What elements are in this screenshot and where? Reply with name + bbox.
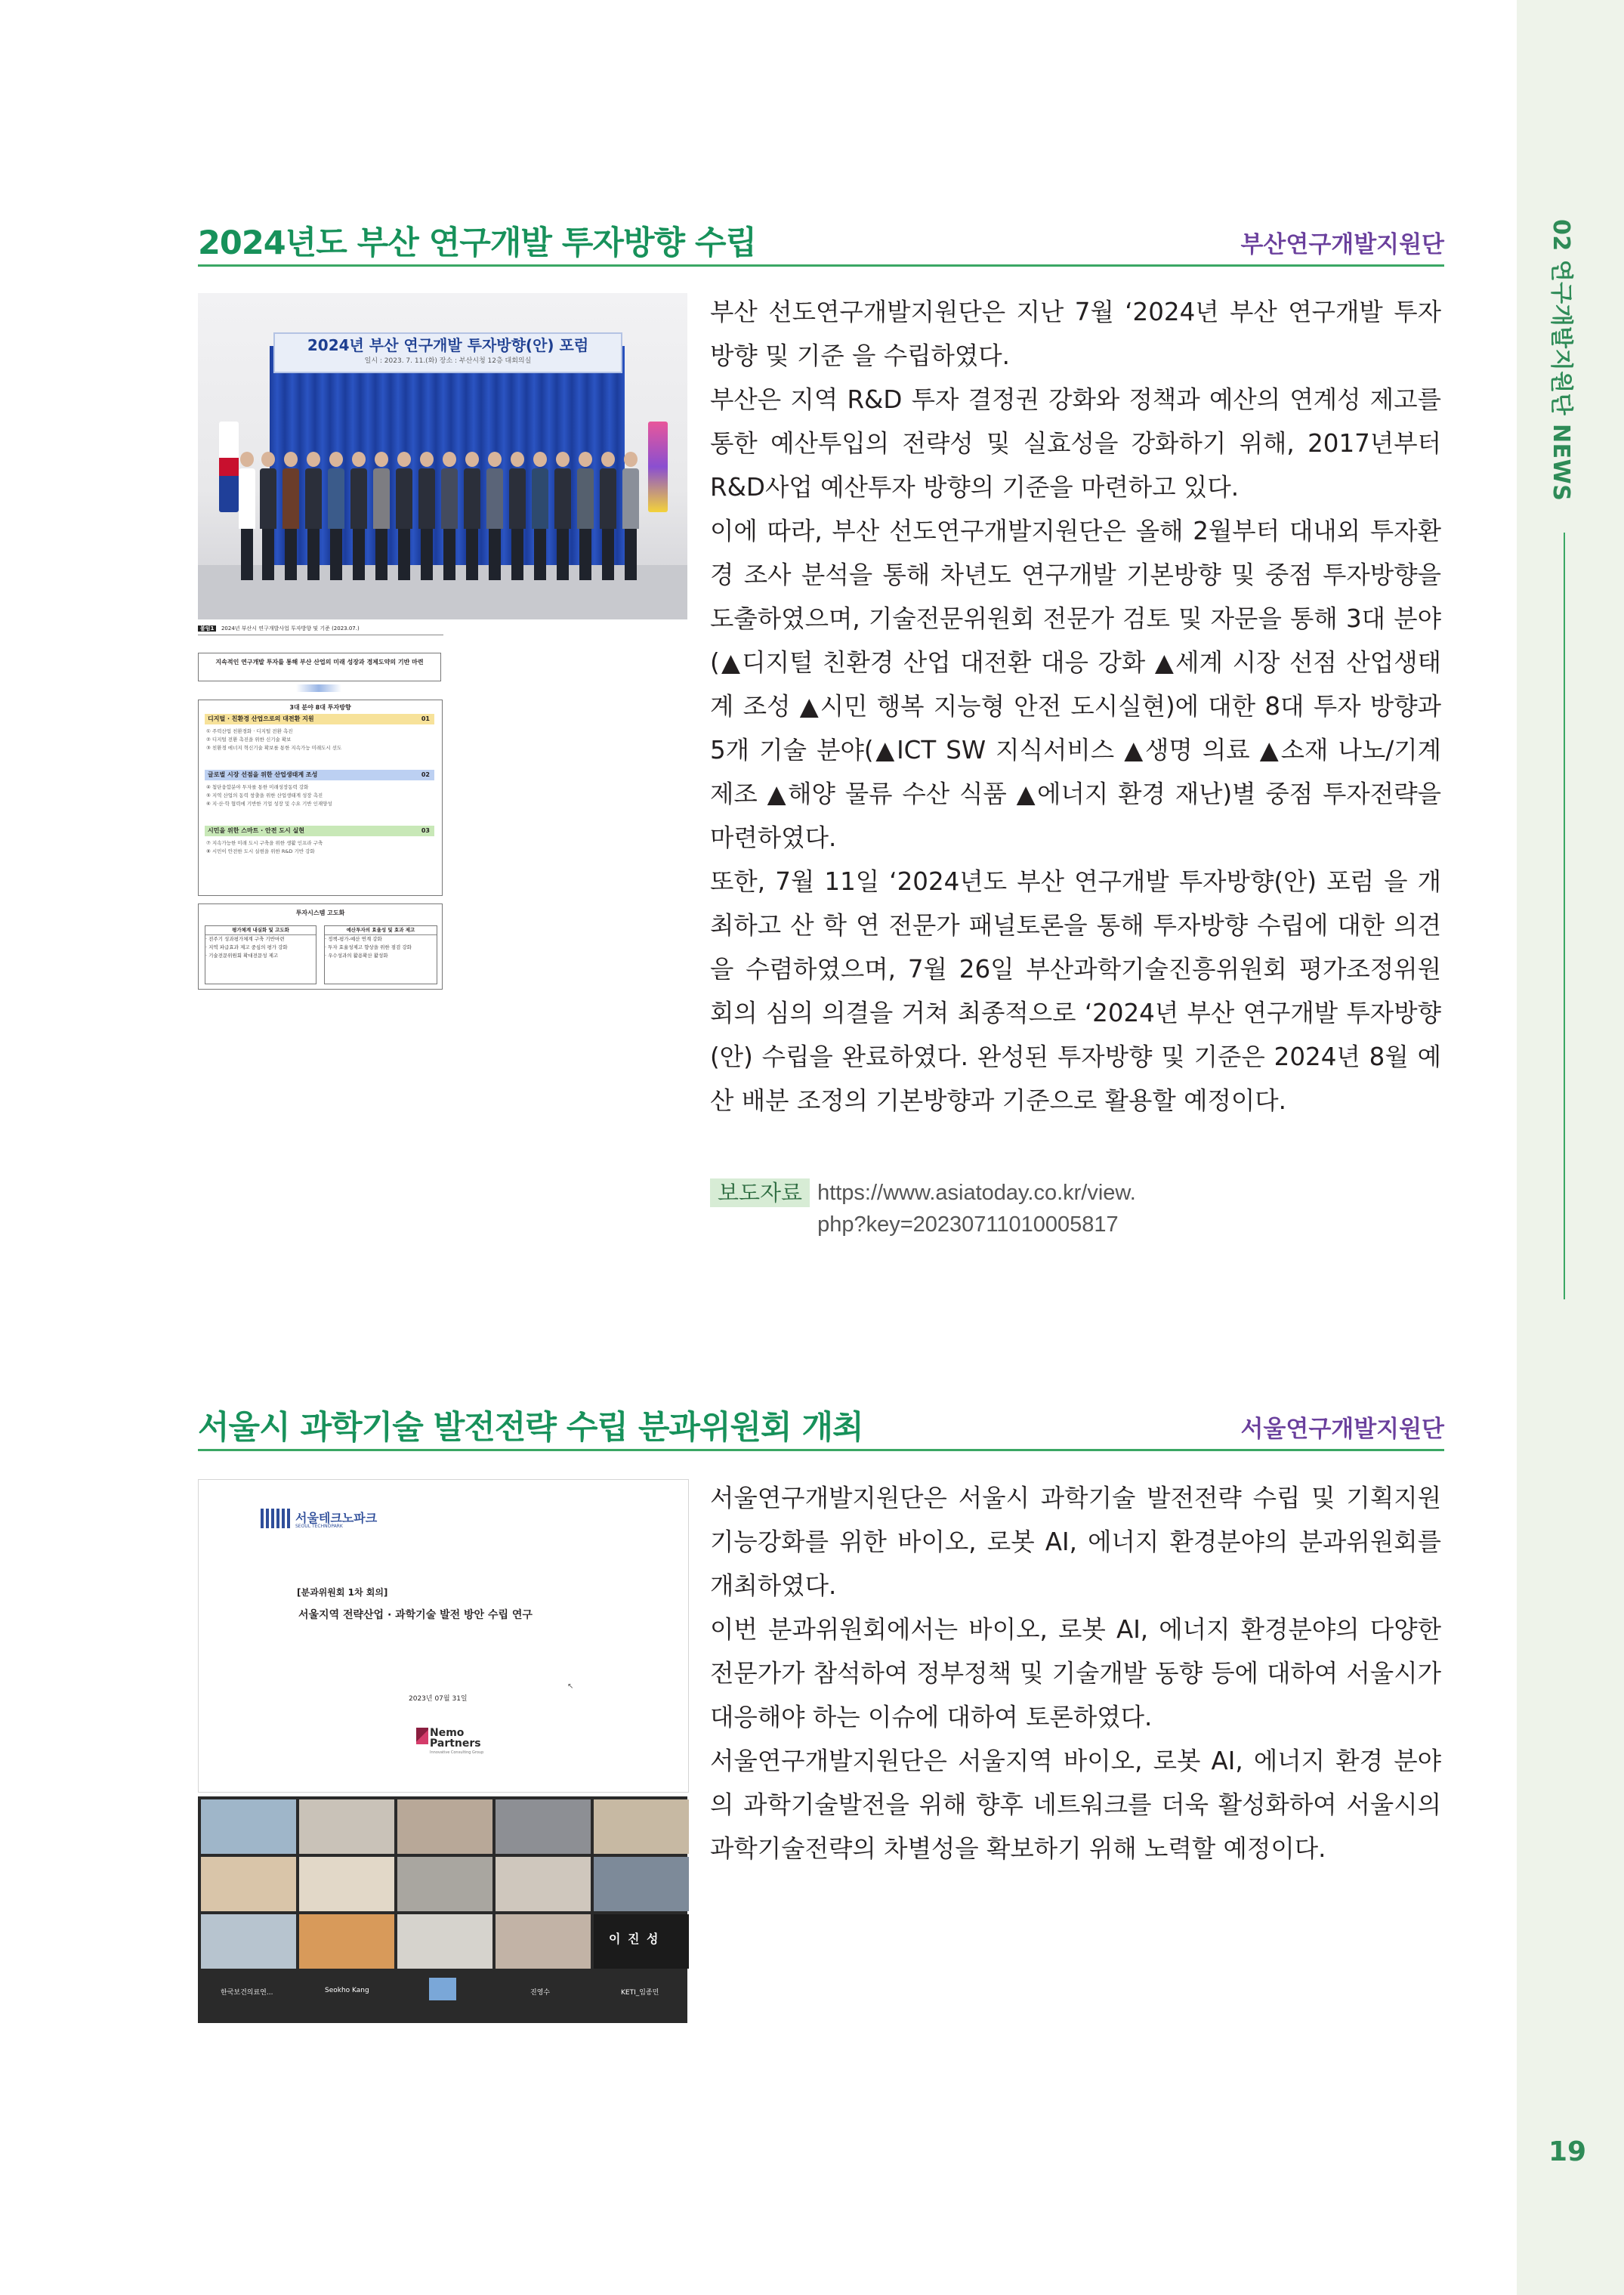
person (328, 452, 344, 580)
nemo-logo-text: Nemo Partners (430, 1727, 481, 1750)
forum-banner-sub: 일시 : 2023. 7. 11.(화) 장소 : 부산시청 12층 대회의실 (364, 357, 532, 365)
person (509, 452, 526, 580)
area3-item: ⑧ 시민이 안전한 도시 실현을 위한 R&D 기반 강화 (206, 848, 315, 854)
area1-no: 01 (421, 715, 430, 722)
system-left-item: · 지역 파급효과 제고 중심의 평가 강화 (205, 944, 288, 950)
person (373, 452, 390, 580)
press-tag: 보도자료 (710, 1178, 810, 1207)
system-box (198, 903, 443, 990)
section2-body (710, 1476, 1441, 1870)
forum-banner-title: 2024년 부산 연구개발 투자방향(안) 포럼 (307, 336, 589, 354)
forum-banner (273, 332, 622, 373)
slide-heading: 서울지역 전략산업 · 과학기술 발전 방안 수립 연구 (298, 1609, 533, 1621)
area3-items (206, 839, 323, 856)
participant-tile (201, 1857, 296, 1911)
person (350, 452, 367, 580)
section1-paragraph: 또한, 7월 11일 ‘2024년도 부산 연구개발 투자방향(안) 포럼 을 개최하고 산 학 연 전문가 패널토론을 통해 투자방향 수립에 대한 의견을 수렴하였으며, 7월 26일 부산과학기술진흥위원회 평가조정위원회의 심의 의결을 거쳐 최종적으로 ‘2024년 부산 연구개발 투자방향(안) 수립을 완료하였다. 완성된 투자방향 및 기준은 2024년 8월 예산 배분 조정의 기본방향과 기준으로 활용할 예정이다. (710, 867, 1441, 1115)
participant-label: 진영수 (530, 1989, 551, 1997)
figure-caption-tag: 붙임1 (198, 625, 216, 632)
section2-org: 서울연구개발지원단 (1240, 1416, 1444, 1443)
area2-item: ⑥ 지·산·학 협력에 기반한 기업 성장 및 수요 기반 인재양성 (206, 801, 332, 807)
side-section-label-box (1544, 219, 1589, 502)
system-left-item: · 전주기 성과평가체계 구축 기반마련 (205, 936, 285, 942)
slide-date: 2023년 07월 31일 (409, 1695, 468, 1703)
participant-tile (397, 1799, 492, 1854)
person (283, 452, 299, 580)
technopark-logo-icon (261, 1509, 291, 1528)
section1-paragraph: 부산은 지역 R&D 투자 결정권 강화와 정책과 예산의 연계성 제고를 통한 예산투입의 전략성 및 실효성을 강화하기 위해, 2017년부터 R&D사업 예산투자 방향의 기준을 마련하고 있다. (710, 385, 1441, 502)
participant-label: Seokho Kang (325, 1987, 369, 1994)
arrow-shape (296, 684, 341, 692)
page-number: 19 (1548, 2136, 1587, 2167)
vision-box (198, 653, 441, 681)
press-release (710, 1177, 1136, 1240)
area1-item: ② 디지털 전환 촉진을 위한 신기술 확보 (206, 737, 292, 743)
forum-group-photo (198, 293, 687, 619)
nemo-logo-icon (416, 1728, 428, 1744)
participant-tile (397, 1914, 492, 1969)
area2-item: ⑤ 지역 산업의 동력 창출을 위한 산업생태계 성장 촉진 (206, 792, 323, 798)
area2-items (206, 783, 332, 808)
section2-title: 서울시 과학기술 발전전략 수립 분과위원회 개최 (198, 1409, 863, 1447)
area3-label: 시민을 위한 스마트 · 안전 도시 실현 (208, 827, 304, 834)
nemo-logo-sub: Innovative Consulting Group (430, 1750, 484, 1755)
participant-tile (496, 1857, 591, 1911)
technopark-logo-sub: SEOUL TECHNOPARK (295, 1524, 343, 1529)
area2-label: 글로벌 시장 선점을 위한 산업생태계 조성 (208, 771, 318, 778)
section2-rule (198, 1449, 1444, 1451)
area3-header (205, 826, 434, 836)
video-conference-screenshot (198, 1796, 687, 2023)
area3-no: 03 (421, 827, 430, 834)
areas-title: 3대 분야 8대 투자방향 (289, 704, 351, 711)
area2-header (205, 770, 434, 780)
person (622, 452, 639, 580)
participant-tile (594, 1799, 689, 1854)
area1-header (205, 714, 434, 724)
meeting-slide (198, 1479, 689, 1793)
participant-tile (496, 1799, 591, 1854)
person (464, 452, 480, 580)
section1-org: 부산연구개발지원단 (1240, 231, 1444, 258)
person (600, 452, 616, 580)
person (441, 452, 458, 580)
press-link[interactable] (817, 1177, 1136, 1240)
side-divider (1564, 533, 1565, 1299)
press-url-line2[interactable]: php?key=20230711010005817 (817, 1212, 1119, 1237)
area1-item: ③ 친환경 에너지 혁신기술 확보를 통한 지속가능 미래도시 선도 (206, 745, 342, 751)
participant-tile (299, 1799, 394, 1854)
investment-direction-figure (198, 624, 443, 990)
area1-item: ① 주력산업 친환경화 · 디지털 전환 촉진 (206, 728, 293, 734)
system-right-item: · 우수성과의 활용확산 활성화 (325, 953, 388, 959)
system-left-box (205, 925, 316, 984)
cursor-icon: ↖ (567, 1682, 574, 1691)
participant-tile (201, 1799, 296, 1854)
participant-label: 한국보건의료연... (221, 1989, 273, 1997)
participant-tile (496, 1914, 591, 1969)
participant-tile (299, 1914, 394, 1969)
participant-avatar-icon (429, 1978, 456, 2000)
system-right-title: 예산투자의 효율성 및 효과 제고 (325, 926, 437, 935)
person (577, 452, 594, 580)
areas-box (198, 700, 443, 896)
person (418, 452, 435, 580)
section1-paragraph: 부산 선도연구개발지원단은 지난 7월 ‘2024년 부산 연구개발 투자방향 및 기준 을 수립하였다. (710, 298, 1441, 370)
flag-right (648, 422, 668, 512)
participant-tile (299, 1857, 394, 1911)
system-right-item: · 정책-평가-예산 연계 강화 (325, 936, 382, 942)
area2-no: 02 (421, 771, 430, 778)
participant-tile (397, 1857, 492, 1911)
section1-rule (198, 264, 1444, 267)
person (239, 452, 255, 580)
section1-body (710, 290, 1441, 1123)
highlight-name: 이 진 성 (609, 1932, 660, 1946)
technopark-logo-text: 서울테크노파크 (295, 1511, 378, 1525)
system-left-item: · 기술전문위원회 확대전문성 제고 (205, 953, 279, 959)
participant-tile (594, 1857, 689, 1911)
person (396, 452, 412, 580)
figure-caption: 2024년 부산시 연구개발사업 투자방향 및 기준 (2023.07.) (221, 625, 360, 632)
participant-label: KETI_임종민 (621, 1989, 659, 1997)
system-right-box (324, 925, 437, 984)
section1-title: 2024년도 부산 연구개발 투자방향 수립 (198, 224, 757, 262)
participant-tile (201, 1914, 296, 1969)
section2-paragraph: 이번 분과위원회에서는 바이오, 로봇 AI, 에너지 환경분야의 다양한 전문가가 참석하여 정부정책 및 기술개발 동향 등에 대하여 서울시가 대응해야 하는 이슈에 대하여 토론하였다. (710, 1615, 1441, 1731)
section2-paragraph: 서울연구개발지원단은 서울지역 바이오, 로봇 AI, 에너지 환경 분야의 과학기술발전을 위해 향후 네트워크를 더욱 활성화하여 서울시의 과학기술전략의 차별성을 확보하기 위해 노력할 예정이다. (710, 1747, 1441, 1863)
system-left-title: 평가체계 내실화 및 고도화 (205, 926, 316, 935)
area3-item: ⑦ 지속가능한 미래 도시 구축을 위한 생활 인프라 구축 (206, 840, 323, 846)
person (260, 452, 276, 580)
system-right-item: · 투자 효율성제고 향상을 위한 점검 강화 (325, 944, 412, 950)
person (305, 452, 322, 580)
person (486, 452, 503, 580)
area1-label: 디지털 · 친환경 산업으로의 대전환 지원 (208, 715, 314, 722)
person (554, 452, 571, 580)
vision-text: 지속적인 연구개발 투자를 통해 부산 산업의 미래 성장과 경제도약의 기반 마련 (215, 659, 424, 666)
section1-paragraph: 이에 따라, 부산 선도연구개발지원단은 올해 2월부터 대내외 투자환경 조사 분석을 통해 차년도 연구개발 기본방향 및 중점 투자방향을 도출하였으며, 기술전문위원회 전문가 검토 및 자문을 통해 3대 분야(▲디지털 친환경 산업 대전환 대응 강화 ▲세계 시장 선점 산업생태계 조성 ▲시민 행복 지능형 안전 도시실현)에 대한 8대 투자 방향과 5개 기술 분야(▲ICT SW 지식서비스 ▲생명 의료 ▲소재 나노/기계 제조 ▲해양 물류 수산 식품 ▲에너지 환경 재난)별 중점 투자전략을 마련하였다. (710, 517, 1441, 852)
side-section-label: 02 연구개발지원단 NEWS (1548, 219, 1574, 502)
flag-left (219, 422, 239, 512)
slide-meeting: [분과위원회 1차 회의] (297, 1587, 388, 1598)
area1-items (206, 727, 341, 752)
area2-item: ④ 첨단융합분야 투자를 통한 미래성장동력 강화 (206, 784, 309, 790)
press-url-line1[interactable]: https://www.asiatoday.co.kr/view. (817, 1181, 1136, 1205)
participant-tile-highlight (594, 1914, 689, 1969)
person (532, 452, 548, 580)
figure-caption-bar (198, 624, 443, 635)
section2-paragraph: 서울연구개발지원단은 서울시 과학기술 발전전략 수립 및 기획지원 기능강화를 위한 바이오, 로봇 AI, 에너지 환경분야의 분과위원회를 개최하였다. (710, 1484, 1441, 1600)
system-title: 투자시스템 고도화 (295, 910, 345, 916)
